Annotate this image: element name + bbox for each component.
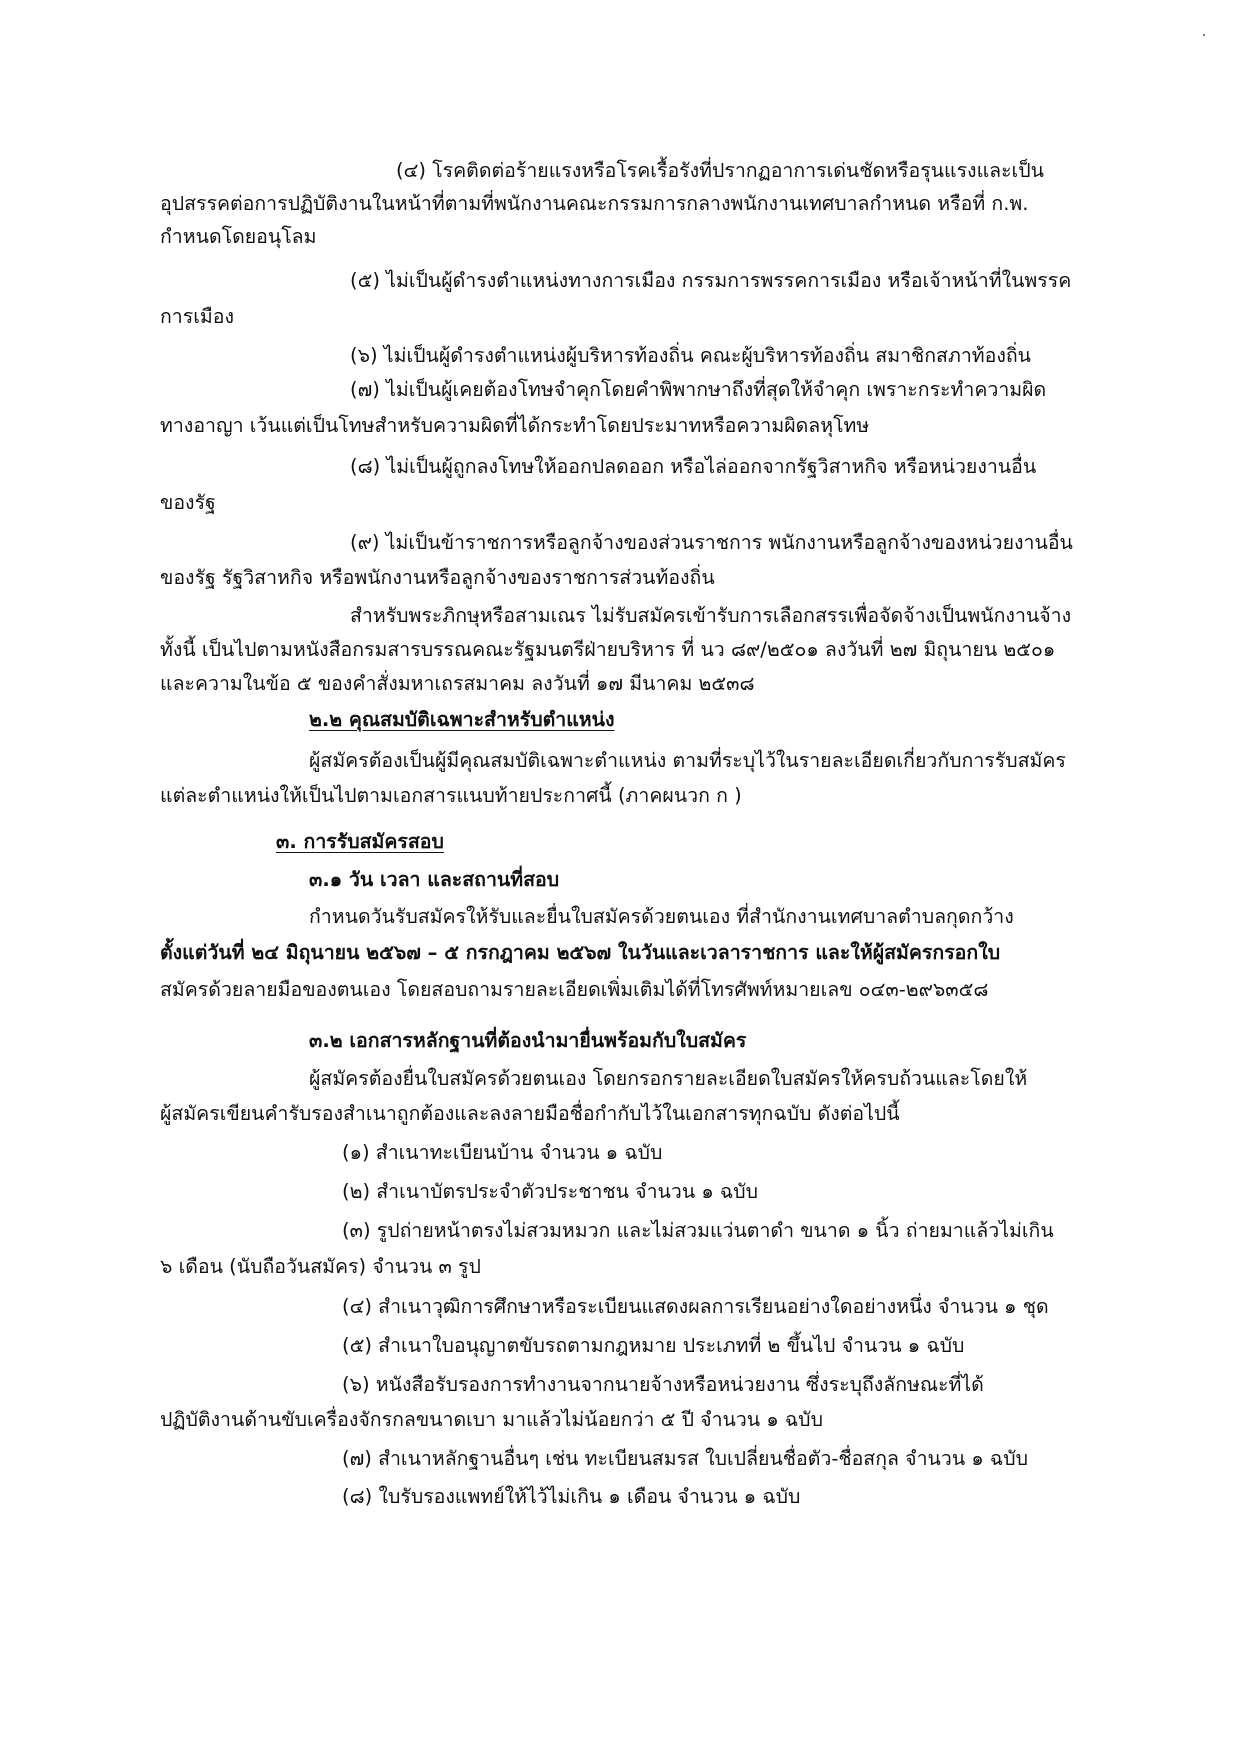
section-3-2-line-1: ผู้สมัครต้องยื่นใบสมัครด้วยตนเอง โดยกรอกรายละเอียดใบสมัครให้ครบถ้วนและโดยให้ bbox=[309, 1067, 1028, 1090]
item-5-line-2: การเมือง bbox=[160, 305, 234, 328]
item-4-line-2: อุปสรรคต่อการปฏิบัติงานในหน้าที่ตามที่พนักงานคณะกรรมการกลางพนักงานเทศบาลกำหนด หรือที่ ก.พ. bbox=[160, 192, 1029, 215]
scan-speck bbox=[1203, 34, 1205, 36]
item-8-line-2: ของรัฐ bbox=[160, 491, 216, 514]
section-3-heading: ๓. การรับสมัครสอบ bbox=[276, 830, 444, 853]
item-7-line-2: ทางอาญา เว้นแต่เป็นโทษสำหรับความผิดที่ได้กระทำโดยประมาทหรือความผิดลหุโทษ bbox=[160, 414, 870, 437]
monk-clause-line-3: และความในข้อ ๕ ของคำสั่งมหาเถรสมาคม ลงวันที่ ๑๗ มีนาคม ๒๕๓๘ bbox=[160, 672, 755, 695]
section-2-2-line-1: ผู้สมัครต้องเป็นผู้มีคุณสมบัติเฉพาะตำแหน่ง ตามที่ระบุไว้ในรายละเอียดเกี่ยวกับการรับสมัคร bbox=[309, 749, 1066, 772]
monk-clause-line-2: ทั้งนี้ เป็นไปตามหนังสือกรมสารบรรณคณะรัฐมนตรีฝ่ายบริหาร ที่ นว ๘๙/๒๕๐๑ ลงวันที่ ๒๗ มิถุนายน ๒๕๐๑ bbox=[160, 638, 1056, 661]
item-4-line-1: (๔) โรคติดต่อร้ายแรงหรือโรคเรื้อรังที่ปรากฏอาการเด่นชัดหรือรุนแรงและเป็น bbox=[396, 159, 1044, 182]
section-3-2-heading: ๓.๒ เอกสารหลักฐานที่ต้องนำมายื่นพร้อมกับใบสมัคร bbox=[309, 1029, 747, 1052]
section-3-1-line-2: ตั้งแต่วันที่ ๒๔ มิถุนายน ๒๕๖๗ – ๕ กรกฎาคม ๒๕๖๗ ในวันและเวลาราชการ และให้ผู้สมัครกรอกใบ bbox=[160, 941, 1001, 964]
doc-6-line-2: ปฏิบัติงานด้านขับเครื่องจักรกลขนาดเบา มาแล้วไม่น้อยกว่า ๕ ปี จำนวน ๑ ฉบับ bbox=[160, 1408, 823, 1431]
doc-1: (๑) สำเนาทะเบียนบ้าน จำนวน ๑ ฉบับ bbox=[342, 1141, 663, 1164]
section-3-2-line-2: ผู้สมัครเขียนคำรับรองสำเนาถูกต้องและลงลายมือชื่อกำกับไว้ในเอกสารทุกฉบับ ดังต่อไปนี้ bbox=[160, 1102, 900, 1125]
item-9-line-2: ของรัฐ รัฐวิสาหกิจ หรือพนักงานหรือลูกจ้างของราชการส่วนท้องถิ่น bbox=[160, 566, 715, 589]
item-9-line-1: (๙) ไม่เป็นข้าราชการหรือลูกจ้างของส่วนราชการ พนักงานหรือลูกจ้างของหน่วยงานอื่น bbox=[350, 531, 1073, 554]
item-6: (๖) ไม่เป็นผู้ดำรงตำแหน่งผู้บริหารท้องถิ่น คณะผู้บริหารท้องถิ่น สมาชิกสภาท้องถิ่น bbox=[350, 344, 1031, 367]
doc-3-line-2: ๖ เดือน (นับถือวันสมัคร) จำนวน ๓ รูป bbox=[160, 1255, 481, 1278]
doc-4: (๔) สำเนาวุฒิการศึกษาหรือระเบียนแสดงผลการเรียนอย่างใดอย่างหนึ่ง จำนวน ๑ ชุด bbox=[342, 1295, 1049, 1318]
section-3-1-heading: ๓.๑ วัน เวลา และสถานที่สอบ bbox=[309, 868, 560, 891]
doc-7: (๗) สำเนาหลักฐานอื่นๆ เช่น ทะเบียนสมรส ใบเปลี่ยนชื่อตัว-ชื่อสกุล จำนวน ๑ ฉบับ bbox=[342, 1447, 1028, 1470]
section-3-1-line-1: กำหนดวันรับสมัครให้รับและยื่นใบสมัครด้วยตนเอง ที่สำนักงานเทศบาลตำบลกุดกว้าง bbox=[309, 905, 1014, 928]
doc-2: (๒) สำเนาบัตรประจำตัวประชาชน จำนวน ๑ ฉบับ bbox=[342, 1180, 758, 1203]
doc-8: (๘) ใบรับรองแพทย์ให้ไว้ไม่เกิน ๑ เดือน จำนวน ๑ ฉบับ bbox=[342, 1485, 801, 1508]
section-3-1-line-3: สมัครด้วยลายมือของตนเอง โดยสอบถามรายละเอียดเพิ่มเติมได้ที่โทรศัพท์หมายเลข ๐๔๓-๒๙๖๓๕๘ bbox=[160, 978, 989, 1001]
section-2-2-line-2: แต่ละตำแหน่งให้เป็นไปตามเอกสารแนบท้ายประกาศนี้ (ภาคผนวก ก ) bbox=[160, 784, 742, 807]
item-8-line-1: (๘) ไม่เป็นผู้ถูกลงโทษให้ออกปลดออก หรือไล่ออกจากรัฐวิสาหกิจ หรือหน่วยงานอื่น bbox=[350, 455, 1037, 478]
doc-5: (๕) สำเนาใบอนุญาตขับรถตามกฎหมาย ประเภทที่ ๒ ขึ้นไป จำนวน ๑ ฉบับ bbox=[342, 1334, 965, 1357]
doc-6-line-1: (๖) หนังสือรับรองการทำงานจากนายจ้างหรือหน่วยงาน ซึ่งระบุถึงลักษณะที่ได้ bbox=[342, 1373, 984, 1396]
monk-clause-line-1: สำหรับพระภิกษุหรือสามเณร ไม่รับสมัครเข้ารับการเลือกสรรเพื่อจัดจ้างเป็นพนักงานจ้าง bbox=[350, 604, 1072, 627]
item-4-line-3: กำหนดโดยอนุโลม bbox=[160, 225, 317, 248]
section-2-2-heading: ๒.๒ คุณสมบัติเฉพาะสำหรับตำแหน่ง bbox=[309, 708, 615, 731]
item-7-line-1: (๗) ไม่เป็นผู้เคยต้องโทษจำคุกโดยคำพิพากษาถึงที่สุดให้จำคุก เพราะกระทำความผิด bbox=[350, 378, 1047, 401]
item-5-line-1: (๕) ไม่เป็นผู้ดำรงตำแหน่งทางการเมือง กรรมการพรรคการเมือง หรือเจ้าหน้าที่ในพรรค bbox=[350, 269, 1072, 292]
doc-3-line-1: (๓) รูปถ่ายหน้าตรงไม่สวมหมวก และไม่สวมแว่นตาดำ ขนาด ๑ นิ้ว ถ่ายมาแล้วไม่เกิน bbox=[342, 1219, 1054, 1242]
